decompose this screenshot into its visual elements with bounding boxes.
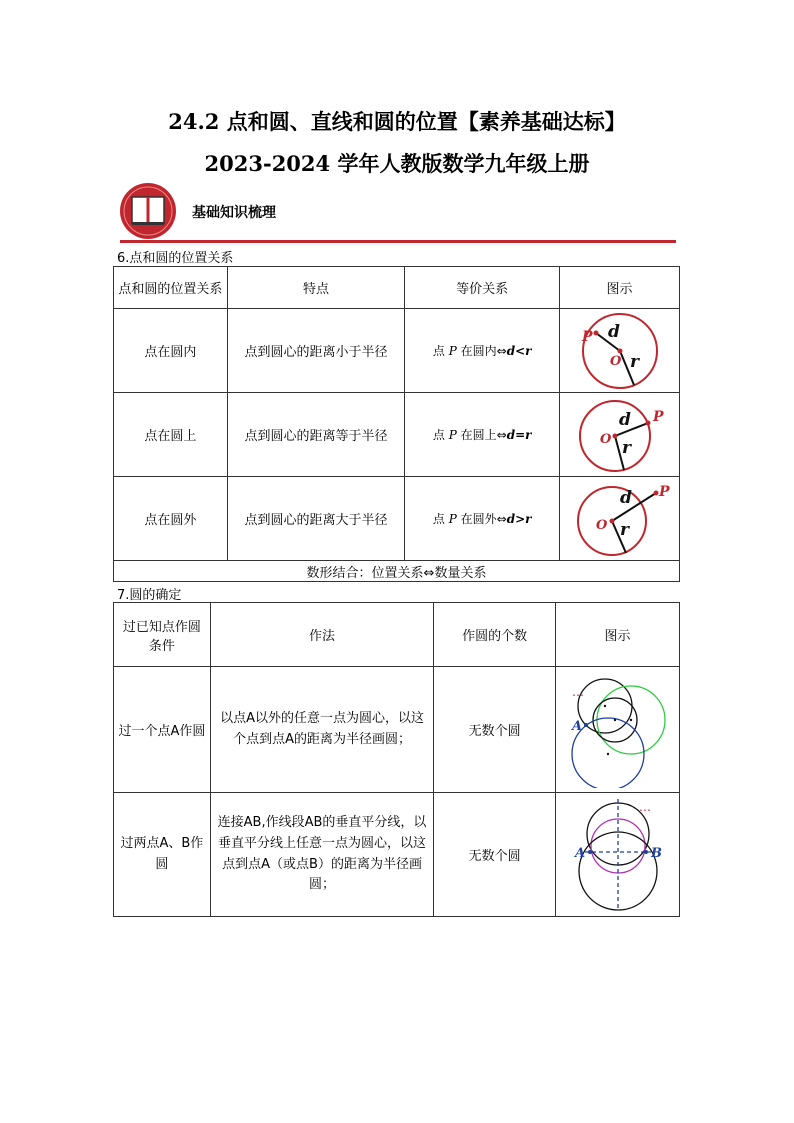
label-B: B xyxy=(650,845,662,861)
header-cell: 作法 xyxy=(210,603,433,667)
title-line-2: 2023-2024 学年人教版数学九年级上册 xyxy=(204,151,590,176)
table-row xyxy=(114,667,680,793)
equiv-var: P xyxy=(448,344,457,358)
condition-cell: 过一个点A作圆 xyxy=(114,667,211,793)
relation-cell: 点在圆上 xyxy=(114,393,228,477)
section6-caption: 6.点和圆的位置关系 xyxy=(117,251,234,266)
label-d: d xyxy=(607,321,620,342)
one-point-circles-diagram xyxy=(563,672,673,788)
header-cell: 等价关系 xyxy=(405,267,560,309)
book-icon xyxy=(119,182,177,240)
table-footer-row xyxy=(114,561,680,582)
label-P: P xyxy=(652,408,664,425)
label-P: P xyxy=(658,483,670,500)
table-header-row xyxy=(114,267,680,309)
header-cell: 作圆的个数 xyxy=(434,603,556,667)
header-cell: 过已知点作圆条件 xyxy=(114,603,211,667)
equivalence-cell xyxy=(405,393,560,477)
equiv-mid: 在圆上⇔ xyxy=(460,428,507,442)
label-O: O xyxy=(609,353,621,369)
relation-cell: 点在圆内 xyxy=(114,309,228,393)
equiv-formula: d=r xyxy=(506,428,532,442)
point-inside-diagram xyxy=(570,311,670,391)
method-cell: 连接AB,作线段AB的垂直平分线，以垂直平分线上任意一点为圆心，以这点到点A（或点B）的距离为半径画圆； xyxy=(210,793,433,917)
ellipsis: … xyxy=(638,799,651,814)
point-outside-diagram xyxy=(570,479,670,559)
equiv-var: P xyxy=(448,428,457,442)
count-cell: 无数个圆 xyxy=(434,793,556,917)
section-label: 基础知识梳理 xyxy=(192,205,276,221)
figure-cell xyxy=(560,309,680,393)
equiv-formula: d<r xyxy=(506,344,532,358)
label-O: O xyxy=(595,517,607,533)
header-cell: 图示 xyxy=(560,267,680,309)
section7-caption: 7.圆的确定 xyxy=(117,588,182,603)
label-P: P xyxy=(581,328,593,345)
equiv-prefix: 点 xyxy=(432,344,445,358)
label-r: r xyxy=(621,437,631,458)
equiv-formula: d>r xyxy=(506,512,532,526)
label-r: r xyxy=(629,351,639,372)
label-d: d xyxy=(619,487,632,508)
label-O: O xyxy=(599,431,611,447)
title-line-1: 24.2 点和圆、直线和圆的位置【素养基础达标】 xyxy=(168,109,626,134)
point-on-diagram xyxy=(570,395,670,475)
divider-line xyxy=(120,240,676,243)
table-header-row xyxy=(114,603,680,667)
label-d: d xyxy=(618,409,631,430)
table-row xyxy=(114,477,680,561)
feature-cell: 点到圆心的距离等于半径 xyxy=(227,393,405,477)
header-cell: 图示 xyxy=(556,603,680,667)
figure-cell xyxy=(556,793,680,917)
figure-cell xyxy=(556,667,680,793)
label-A: A xyxy=(574,845,585,861)
equiv-prefix: 点 xyxy=(432,428,445,442)
section-header xyxy=(119,182,679,244)
equiv-mid: 在圆外⇔ xyxy=(460,512,507,526)
table-row xyxy=(114,793,680,917)
table-row xyxy=(114,309,680,393)
footer-cell: 数形结合：位置关系⇔数量关系 xyxy=(114,561,680,582)
feature-cell: 点到圆心的距离大于半径 xyxy=(227,477,405,561)
method-cell: 以点A以外的任意一点为圆心，以这个点到点A的距离为半径画圆； xyxy=(210,667,433,793)
figure-cell xyxy=(560,393,680,477)
figure-cell xyxy=(560,477,680,561)
header-cell: 点和圆的位置关系 xyxy=(114,267,228,309)
condition-cell: 过两点A、B作圆 xyxy=(114,793,211,917)
two-point-circles-diagram xyxy=(563,797,673,913)
point-circle-table xyxy=(113,266,680,582)
relation-cell: 点在圆外 xyxy=(114,477,228,561)
circle-construction-table xyxy=(113,602,680,917)
label-r: r xyxy=(619,519,629,540)
equiv-var: P xyxy=(448,512,457,526)
feature-cell: 点到圆心的距离小于半径 xyxy=(227,309,405,393)
count-cell: 无数个圆 xyxy=(434,667,556,793)
equiv-prefix: 点 xyxy=(432,512,445,526)
equiv-mid: 在圆内⇔ xyxy=(460,344,507,358)
table-row xyxy=(114,393,680,477)
label-A: A xyxy=(571,718,582,734)
equivalence-cell xyxy=(405,309,560,393)
header-cell: 特点 xyxy=(227,267,405,309)
ellipsis: … xyxy=(571,684,584,699)
equivalence-cell xyxy=(405,477,560,561)
